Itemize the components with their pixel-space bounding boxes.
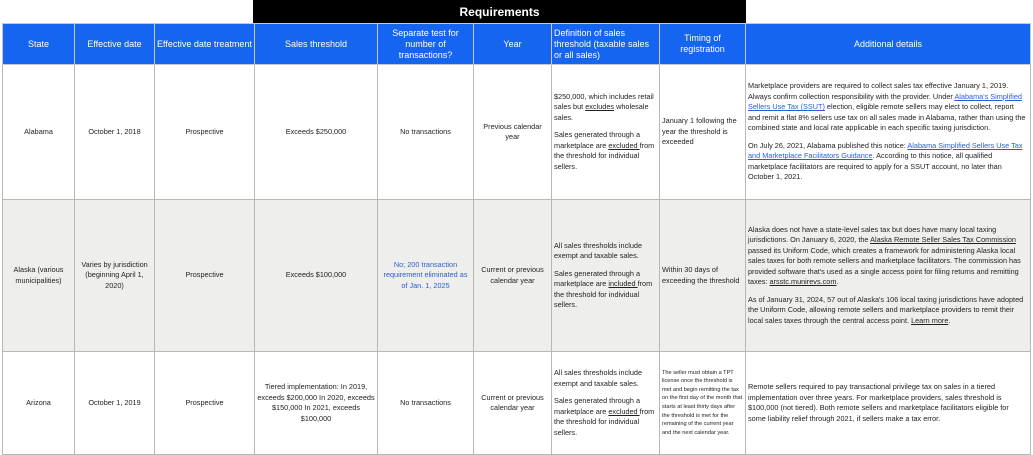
text: Sales generated through a marketplace are <box>554 268 641 288</box>
cell-details: Remote sellers required to pay transactional privilege tax on sales in a tiered implementation over three years. For marketplace providers, sales threshold is $100,000 (not tiered). Both remote sellers and marketplace facilitators eligible for some liability relief through 2021, if sellers make a tax error. <box>746 352 1031 455</box>
requirements-table <box>2 23 1031 455</box>
text: All sales thresholds include exempt and taxable sales. <box>554 240 643 260</box>
ssut-link[interactable]: Alabama's Simplified Sellers Use Tax (SSUT) <box>748 91 1022 112</box>
cell-separate-test: No; 200 transaction requirement eliminated as of Jan. 1, 2025 <box>378 200 474 352</box>
cell-definition <box>552 65 660 200</box>
cell-treatment: Prospective <box>155 200 255 352</box>
underlined-text: excluded <box>608 406 640 416</box>
cell-state: Arizona <box>3 352 75 455</box>
table-row-alaska <box>3 200 1031 352</box>
text: . <box>836 277 839 287</box>
text: Sales generated through a marketplace are <box>554 396 641 416</box>
header-treatment: Effective date treatment <box>155 24 255 65</box>
munirevs-link[interactable]: arsstc.munirevs.com <box>769 277 837 287</box>
cell-sales-threshold: Exceeds $100,000 <box>255 200 378 352</box>
table-row-alabama <box>3 65 1031 200</box>
cell-details <box>746 65 1031 200</box>
commission-link[interactable]: Alaska Remote Seller Sales Tax Commission <box>870 235 1016 245</box>
text: All sales thresholds include exempt and taxable sales. <box>554 368 643 388</box>
text: $250,000, which includes retail sales but <box>554 91 654 112</box>
cell-effective-date: October 1, 2019 <box>75 352 155 455</box>
header-effective-date: Effective date <box>75 24 155 65</box>
header-year: Year <box>474 24 552 65</box>
cell-state: Alaska (various municipalities) <box>3 200 75 352</box>
cell-separate-test: No transactions <box>378 352 474 455</box>
text: Alaska does not have a state-level sales tax but does have many local taxing jurisdictions. On January 6, 2020, the <box>748 224 997 245</box>
cell-timing: January 1 following the year the threshold is exceeded <box>660 65 746 200</box>
header-details: Additional details <box>746 24 1031 65</box>
cell-year: Current or previous calendar year <box>474 200 552 352</box>
text: On July 26, 2021, Alabama published this notice: <box>748 140 908 150</box>
cell-definition <box>552 352 660 455</box>
cell-effective-date: Varies by jurisdiction (beginning April 1, 2020) <box>75 200 155 352</box>
cell-state: Alabama <box>3 65 75 200</box>
cell-treatment: Prospective <box>155 65 255 200</box>
cell-treatment: Prospective <box>155 352 255 455</box>
cell-sales-threshold: Exceeds $250,000 <box>255 65 378 200</box>
text: Sales generated through a marketplace are <box>554 130 641 150</box>
underlined-text: included <box>608 279 638 288</box>
cell-definition <box>552 200 660 352</box>
learn-more-link[interactable]: Learn more <box>911 315 949 325</box>
cell-timing: The seller must obtain a TPT license once the threshold is met and begin remitting the tax on the first day of the month that starts at least thirty days after the threshold is met for the remaining of the current year and the next calendar year. <box>660 352 746 455</box>
header-state: State <box>3 24 75 65</box>
text: . According to this notice, all qualified marketplace facilitators are required to apply for a SSUT account, no later than October 1, 2021. <box>748 151 1002 182</box>
text: As of January 31, 2024, 57 out of Alaska's 106 local taxing jurisdictions have adopted the Uniform Code, allowing remote sellers and marketplace providers to remit their local sales taxes through the central access point. <box>748 294 1024 325</box>
text: . <box>948 315 951 325</box>
table-title: Requirements <box>253 0 746 23</box>
header-separate-test: Separate test for number of transactions? <box>378 24 474 65</box>
text: passed its Uniform Code, which creates a framework for administering Alaska local sales taxes for both remote sellers and marketplace facilitators. The commission has provided software that's used as a single access point for filing returns and remitting taxes: <box>748 245 1021 287</box>
header-row <box>3 24 1031 65</box>
guidance-link[interactable]: Alabama Simplified Sellers Use Tax and Marketplace Facilitators Guidance <box>748 140 1023 161</box>
cell-timing: Within 30 days of exceeding the threshold <box>660 200 746 352</box>
header-sales-threshold: Sales threshold <box>255 24 378 65</box>
header-definition: Definition of sales threshold (taxable sales or all sales) <box>552 24 660 65</box>
cell-year: Previous calendar year <box>474 65 552 200</box>
table-row-arizona <box>3 352 1031 455</box>
cell-details <box>746 200 1031 352</box>
underlined-text: excluded <box>608 140 640 150</box>
underlined-text: excludes <box>585 102 615 112</box>
cell-effective-date: October 1, 2018 <box>75 65 155 200</box>
text: Marketplace providers are required to collect sales tax effective January 1, 2019. Always confirm collection responsibility with the provider. Under <box>748 81 1009 101</box>
cell-sales-threshold: Tiered implementation: In 2019, exceeds $200,000 In 2020, exceeds $150,000 In 2021, exceeds $100,000 <box>255 352 378 455</box>
text: from the threshold for individual sellers. <box>554 140 655 171</box>
cell-year: Current or previous calendar year <box>474 352 552 455</box>
cell-separate-test: No transactions <box>378 65 474 200</box>
text: election, eligible remote sellers may elect to collect, report and remit a flat 8% sellers use tax on all sales made in Alabama, rather than using the combined state and local rate applicable in each specific taxing jurisdiction. <box>748 102 1026 133</box>
text: wholesale sales. <box>554 102 649 122</box>
header-timing: Timing of registration <box>660 24 746 65</box>
text: from the threshold for individual sellers. <box>554 406 655 437</box>
text: from the threshold for individual sellers. <box>554 279 653 309</box>
